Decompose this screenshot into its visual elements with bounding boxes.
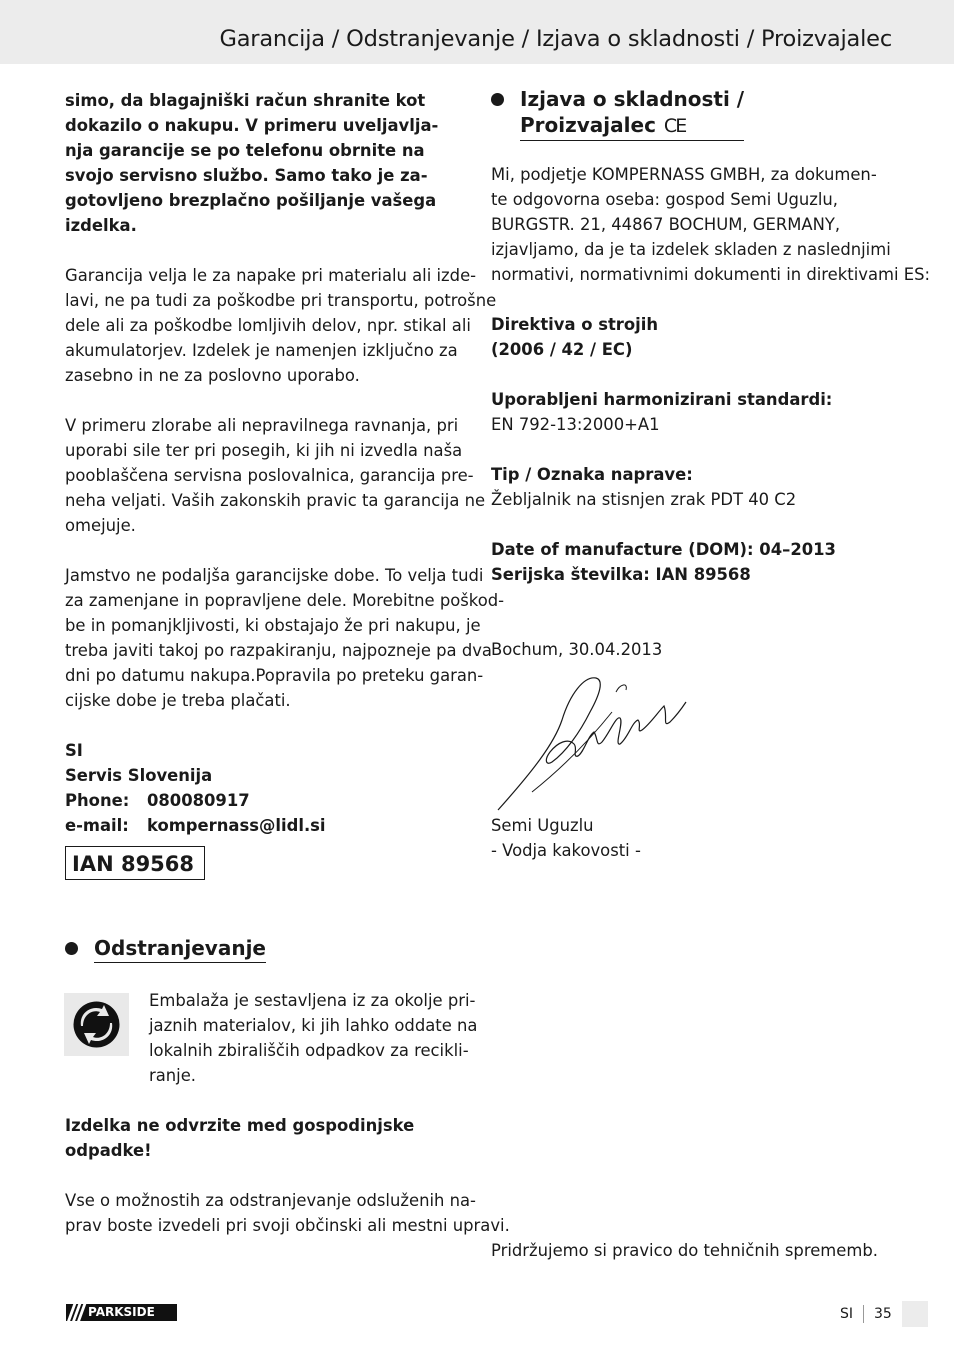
text-line: zasebno in ne za poslovno uporabo. xyxy=(65,366,360,385)
disposal-heading-text: Odstranjevanje xyxy=(94,935,266,963)
warranty-bold-text xyxy=(65,88,465,238)
serial-line: Serijska številka: IAN 89568 xyxy=(491,565,751,584)
text-line: jaznih materialov, ki jih lahko oddate na xyxy=(149,1016,478,1035)
left-column xyxy=(65,88,505,838)
dom-line: Date of manufacture (DOM): 04–2013 xyxy=(491,540,836,559)
signer-block xyxy=(491,813,641,863)
signer-name: Semi Uguzlu xyxy=(491,816,594,835)
text-line: lavi, ne pa tudi za poškodbe pri transportu, potrošne xyxy=(65,291,497,310)
text-line: treba javiti takoj po razpakiranju, najpozneje pa dva xyxy=(65,641,492,660)
type-value: Žebljalnik na stisnjen zrak PDT 40 C2 xyxy=(491,490,797,509)
text-line: izdelka. xyxy=(65,216,137,235)
page-footer xyxy=(840,1305,892,1323)
bullet-icon xyxy=(65,942,78,955)
standards-value: EN 792-13:2000+A1 xyxy=(491,415,660,434)
text-line: neha veljati. Vaših zakonskih pravic ta garancija ne xyxy=(65,491,486,510)
text-line: simo, da blagajniški račun shranite kot xyxy=(65,91,426,110)
text-line: za zamenjane in popravljene dele. Morebitne poškod- xyxy=(65,591,505,610)
text-line: cijske dobe je treba plačati. xyxy=(65,691,291,710)
declaration-intro xyxy=(491,162,930,287)
recycle-paragraph xyxy=(149,988,477,1088)
text-line: prav boste izvedeli pri svoji občinski ali mestni upravi. xyxy=(65,1216,510,1235)
disposal-warning xyxy=(65,1113,414,1163)
email-label: e-mail: xyxy=(65,816,129,835)
place-date: Bochum, 30.04.2013 xyxy=(491,640,663,659)
text-line: Vse o možnostih za odstranjevanje odsluženih na- xyxy=(65,1191,476,1210)
disposal-info-paragraph xyxy=(65,1188,510,1238)
text-line: (2006 / 42 / EC) xyxy=(491,340,633,359)
text-line: pooblaščena servisna poslovalnica, garancija pre- xyxy=(65,466,474,485)
heading-line-2-text: Proizvajalec xyxy=(520,113,656,137)
text-line: Direktiva o strojih xyxy=(491,315,659,334)
manufacture-block xyxy=(491,537,836,587)
rights-note: Pridržujemo si pravico do tehničnih sprememb. xyxy=(491,1241,878,1260)
text-line: lokalnih zbirališčih odpadkov za recikli- xyxy=(149,1041,469,1060)
ian-box: IAN 89568 xyxy=(65,846,205,880)
text-line: odpadke! xyxy=(65,1141,152,1160)
signature-image xyxy=(492,672,692,814)
type-label: Tip / Oznaka naprave: xyxy=(491,465,693,484)
text-line: BURGSTR. 21, 44867 BOCHUM, GERMANY, xyxy=(491,215,841,234)
declaration-heading xyxy=(491,86,744,141)
directive-block xyxy=(491,312,658,362)
heading-line-1: Izjava o skladnosti / xyxy=(520,87,745,111)
text-line: dokazilo o nakupu. V primeru uveljavlja- xyxy=(65,116,439,135)
parkside-logo xyxy=(66,1304,177,1321)
bullet-icon xyxy=(491,93,504,106)
text-line: nja garancije se po telefonu obrnite na xyxy=(65,141,425,160)
text-line: te odgovorna oseba: gospod Semi Uguzlu, xyxy=(491,190,839,209)
text-line: be in pomanjkljivosti, ki obstajajo že pri nakupu, je xyxy=(65,616,481,635)
device-type-block xyxy=(491,462,796,512)
service-contact xyxy=(65,738,465,838)
heading-line-2 xyxy=(520,112,744,139)
text-line: Embalaža je sestavljena iz za okolje pri- xyxy=(149,991,476,1010)
email-value: kompernass@lidl.si xyxy=(147,816,326,835)
text-line: dele ali za poškodbe lomljivih delov, npr. stikal ali xyxy=(65,316,471,335)
text-line: omejuje. xyxy=(65,516,136,535)
service-phone-row xyxy=(65,788,465,813)
logo-stripes-icon xyxy=(66,1304,88,1321)
language-code: SI xyxy=(840,1306,854,1322)
text-line: svojo servisno službo. Samo tako je za- xyxy=(65,166,428,185)
text-line: gotovljeno brezplačno pošiljanje vašega xyxy=(65,191,437,210)
warranty-paragraph-3 xyxy=(65,563,505,713)
declaration-heading-text xyxy=(520,86,744,141)
text-line: normativi, normativnimi dokumenti in direktivami ES: xyxy=(491,265,931,284)
text-line: Izdelka ne odvrzite med gospodinjske xyxy=(65,1116,415,1135)
text-line: izjavljamo, da je ta izdelek skladen z naslednjimi xyxy=(491,240,891,259)
text-line: ranje. xyxy=(149,1066,197,1085)
text-line: Jamstvo ne podaljša garancijske dobe. To velja tudi xyxy=(65,566,484,585)
ce-mark-icon: CE xyxy=(663,115,686,137)
phone-value: 080080917 xyxy=(147,791,250,810)
warranty-paragraph-1 xyxy=(65,263,497,388)
phone-label: Phone: xyxy=(65,791,130,810)
brand-name: PARKSIDE xyxy=(88,1305,155,1319)
text-line: V primeru zlorabe ali nepravilnega ravnanja, pri xyxy=(65,416,459,435)
signer-role: - Vodja kakovosti - xyxy=(491,841,641,860)
footer-decoration xyxy=(902,1301,928,1327)
standards-label: Uporabljeni harmonizirani standardi: xyxy=(491,390,833,409)
page-title: Garancija / Odstranjevanje / Izjava o skladnosti / Proizvajalec xyxy=(219,26,892,52)
service-name: Servis Slovenija xyxy=(65,766,213,785)
warranty-paragraph-2 xyxy=(65,413,486,538)
service-email-row xyxy=(65,813,465,838)
text-line: akumulatorjev. Izdelek je namenjen izključno za xyxy=(65,341,458,360)
page-number: 35 xyxy=(874,1306,892,1322)
green-dot-recycle-icon xyxy=(64,993,129,1056)
text-line: Garancija velja le za napake pri materialu ali izde- xyxy=(65,266,477,285)
footer-divider xyxy=(863,1305,864,1323)
disposal-heading xyxy=(65,935,266,963)
service-country: SI xyxy=(65,741,83,760)
text-line: uporabi sile ter pri posegih, ki jih ni izvedla naša xyxy=(65,441,463,460)
standards-block xyxy=(491,387,832,437)
text-line: Mi, podjetje KOMPERNASS GMBH, za dokumen- xyxy=(491,165,877,184)
text-line: dni po datumu nakupa.Popravila po preteku garan- xyxy=(65,666,484,685)
